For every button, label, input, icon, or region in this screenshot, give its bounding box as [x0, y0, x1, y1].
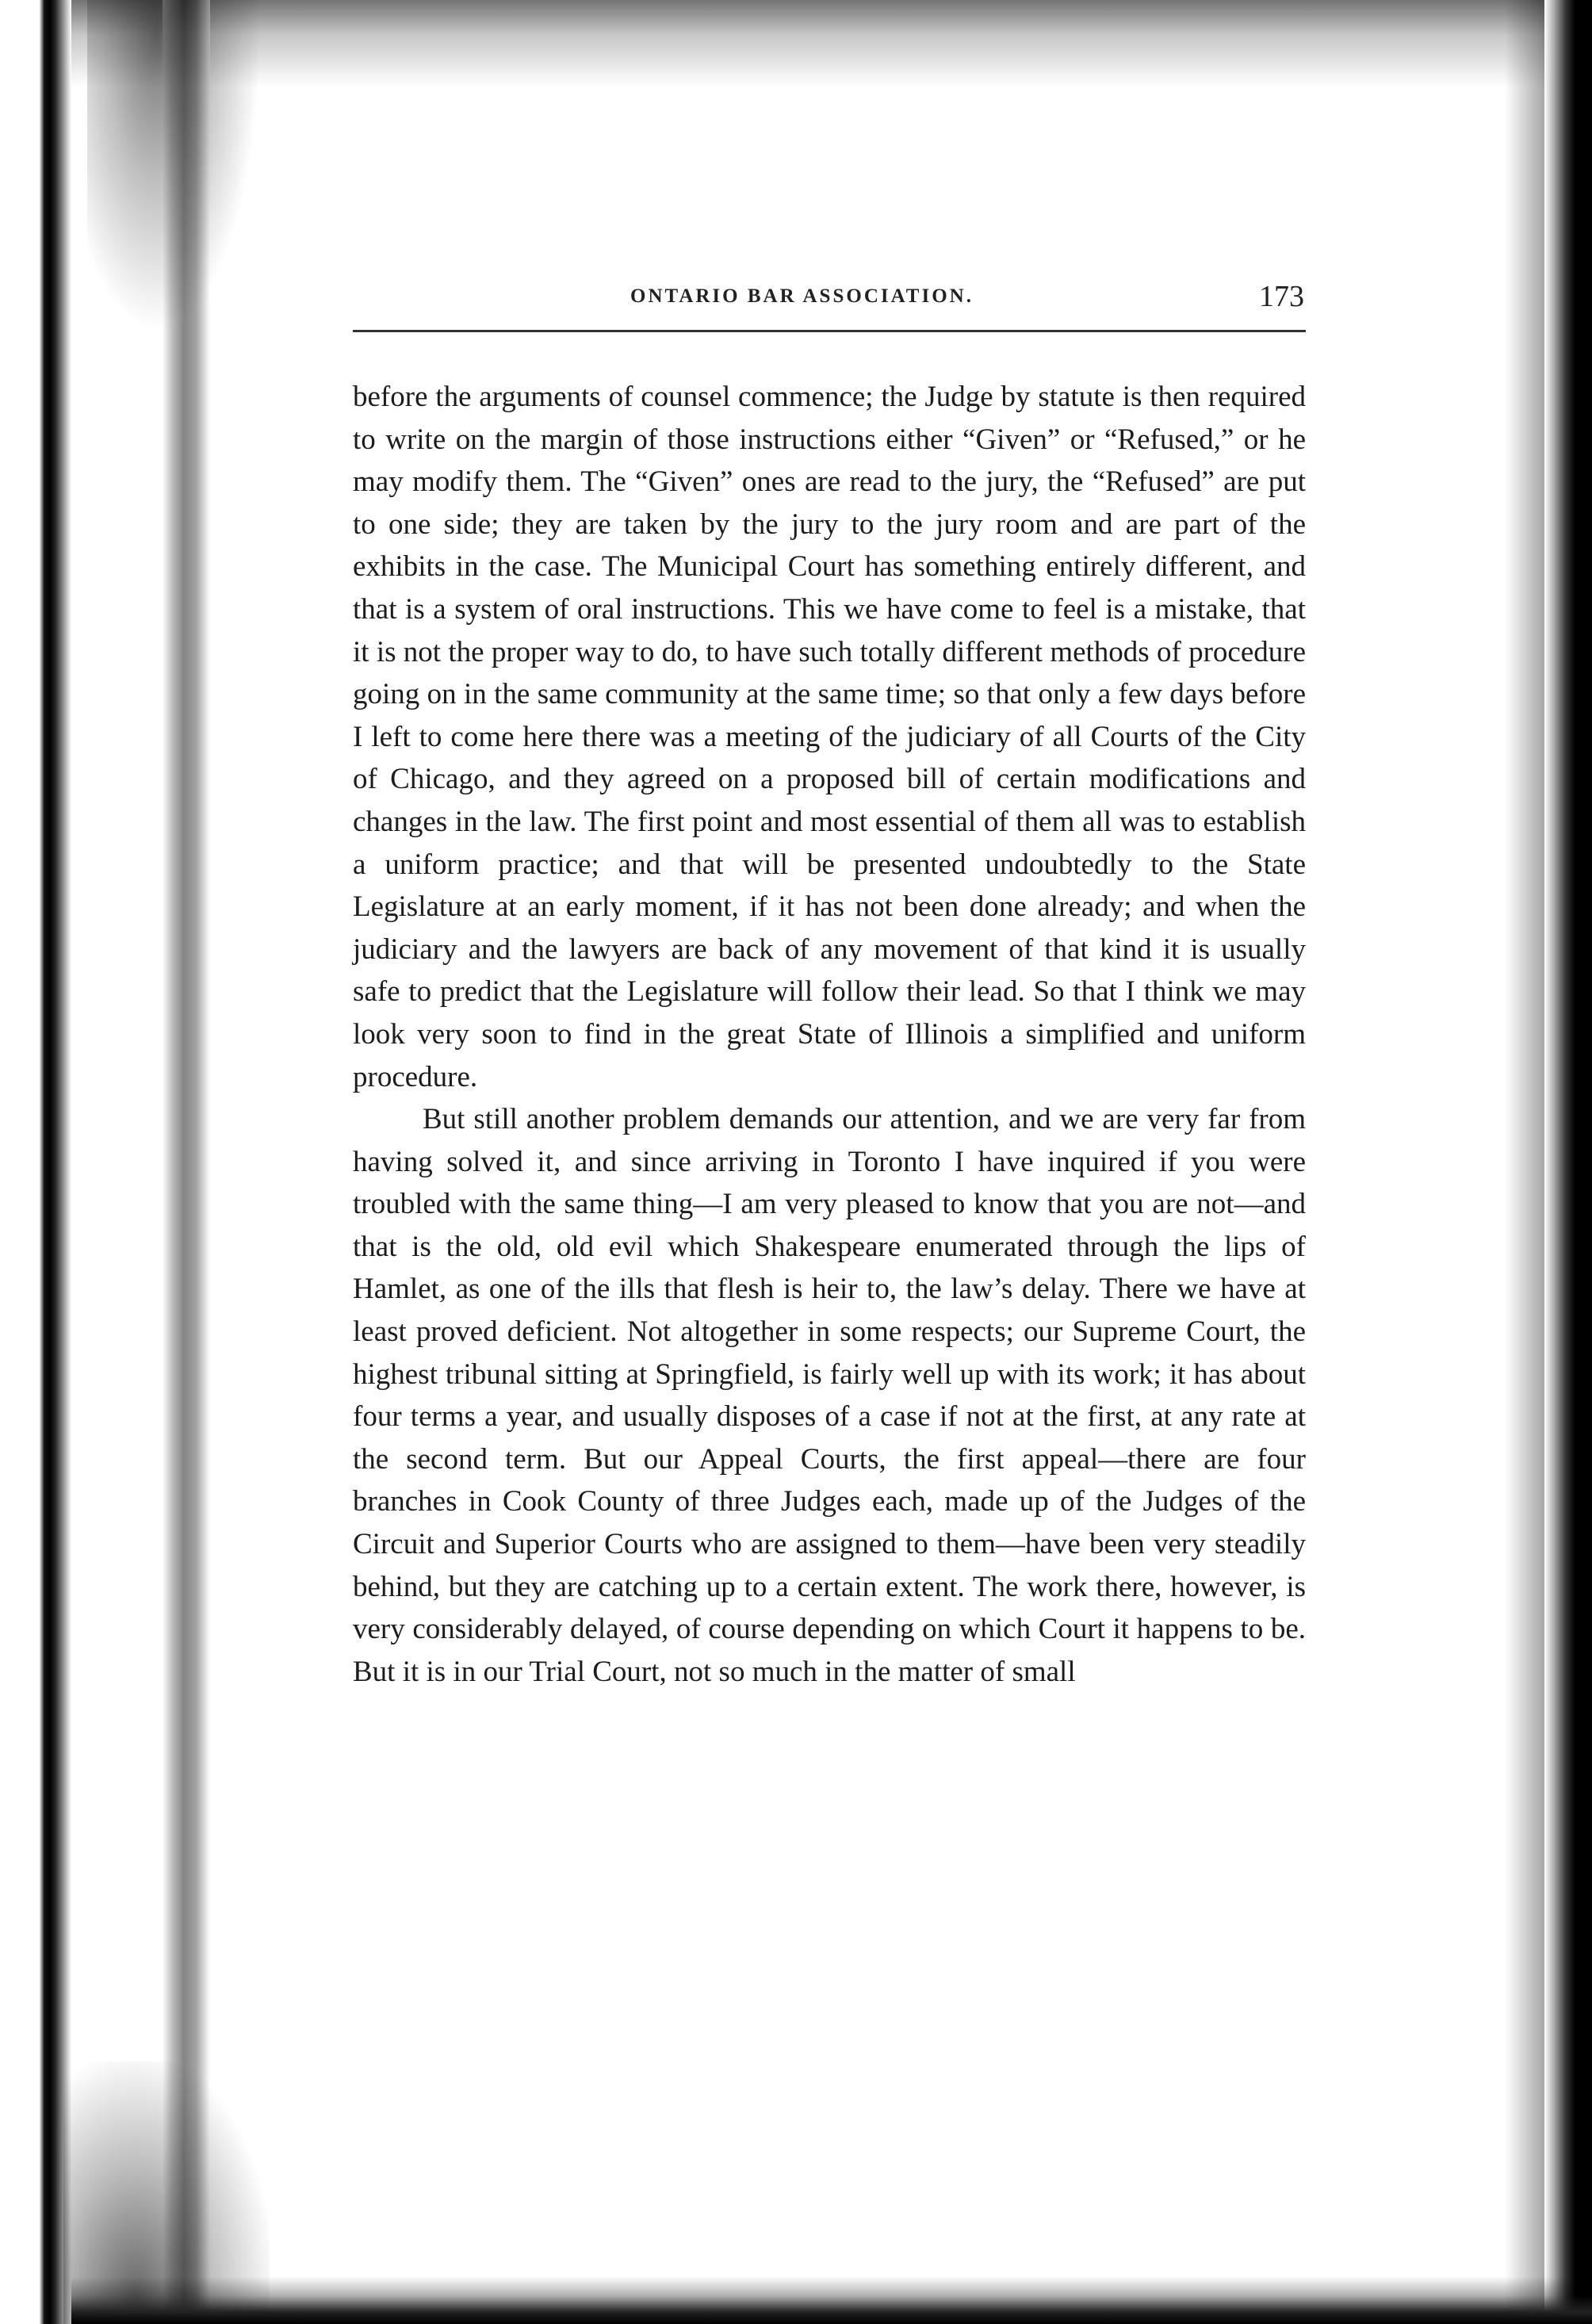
scan-bottom-edge	[71, 2276, 1592, 2324]
paragraph-1: before the arguments of counsel commence; the Judge by statute is then required to write on the margin of those instructions either “Given” or “Refused,” or he may modify them. The “Given” ones are read to the jury, the “Refused” are put to one side; they are taken by the jury to the jury room and are part of the exhibits in the case. The Municipal Court has something entirely different, and that is a system of oral instructions. This we have come to feel is a mistake, that it is not the proper way to do, to have such totally different methods of procedure going on in the same community at the same time; so that only a few days before I left to come here there was a meeting of the judiciary of all Courts of the City of Chicago, and they agreed on a proposed bill of certain modifications and changes in the law. The first point and most essential of them all was to establish a uniform practice; and that will be presented undoubtedly to the State Legislature at an early moment, if it has not been done already; and when the judiciary and the lawyers are back of any movement of that kind it is usually safe to predict that the Legislature will follow their lead. So that I think we may look very soon to find in the great State of Illinois a simplified and uniform procedure.	[353, 381, 1306, 1093]
scan-top-left-smudge	[87, 0, 262, 333]
scan-gutter-shadow	[163, 0, 210, 2324]
running-title: ONTARIO BAR ASSOCIATION.	[630, 285, 974, 307]
body-text	[353, 376, 1306, 1693]
header-rule	[353, 330, 1306, 332]
scan-binding-edge	[0, 0, 71, 2324]
page-number: 173	[1259, 280, 1304, 313]
scan-right-edge-shadow	[1505, 0, 1544, 2324]
running-header	[353, 279, 1304, 319]
scan-top-edge-shadow	[71, 0, 1592, 87]
paragraph-2: But still another problem demands our attention, and we are very far from having solved it, and since arriving in Toronto I have inquired if you were troubled with the same thing—I am very pleased to know that you are not—and that is the old, old evil which Shakespeare enumerated through the lips of Hamlet, as one of the ills that flesh is heir to, the law’s delay. There we have at least proved deficient. Not altogether in some respects; our Supreme Court, the highest tribunal sitting at Springfield, is fairly well up with its work; it has about four terms a year, and usually disposes of a case if not at the first, at any rate at the second term. But our Appeal Courts, the first appeal—there are four branches in Cook County of three Judges each, made up of the Judges of the Circuit and Superior Courts who are assigned to them—have been very steadily behind, but they are catching up to a certain extent. The work there, however, is very considerably delayed, of course depending on which Court it happens to be. But it is in our Trial Court, not so much in the matter of small	[353, 1103, 1306, 1688]
scan-right-edge	[1544, 0, 1592, 2324]
